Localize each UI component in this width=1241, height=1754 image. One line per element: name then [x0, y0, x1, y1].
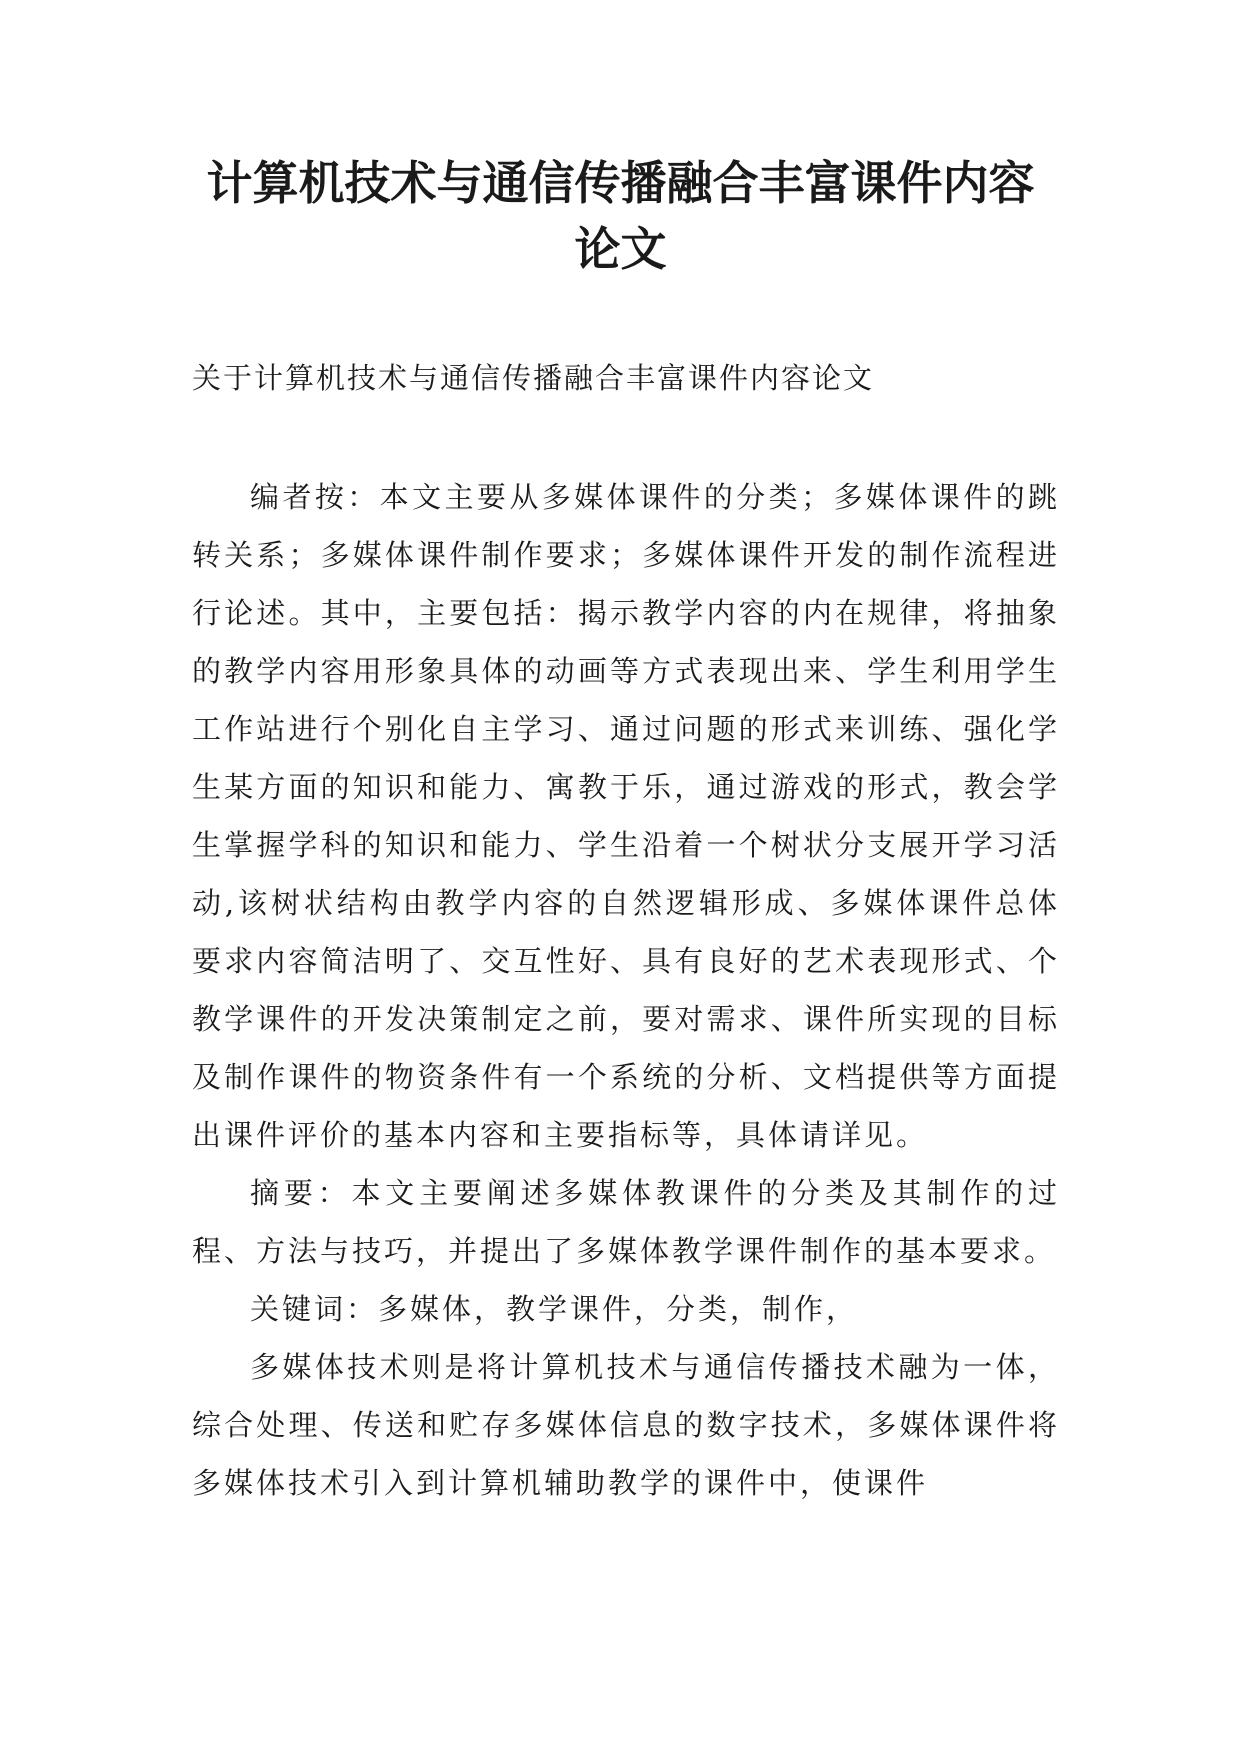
title-line-2: 论文	[574, 222, 667, 276]
document-body	[192, 468, 1060, 1512]
document-subtitle: 关于计算机技术与通信传播融合丰富课件内容论文	[192, 361, 875, 395]
intro-paragraph: 多媒体技术则是将计算机技术与通信传播技术融为一体，综合处理、传送和贮存多媒体信息的数字技术，多媒体课件将多媒体技术引入到计算机辅助教学的课件中，使课件	[192, 1350, 1060, 1500]
document-title	[150, 150, 1091, 282]
keywords-paragraph: 关键词：多媒体，教学课件，分类，制作，	[250, 1292, 859, 1326]
abstract-paragraph: 摘要：本文主要阐述多媒体教课件的分类及其制作的过程、方法与技巧，并提出了多媒体教学课件制作的基本要求。	[192, 1176, 1060, 1268]
title-line-1: 计算机技术与通信传播融合丰富课件内容	[206, 156, 1035, 210]
editor-note-paragraph: 编者按：本文主要从多媒体课件的分类；多媒体课件的跳转关系；多媒体课件制作要求；多媒体课件开发的制作流程进行论述。其中，主要包括：揭示教学内容的内在规律，将抽象的教学内容用形象具体的动画等方式表现出来、学生利用学生工作站进行个别化自主学习、通过问题的形式来训练、强化学生某方面的知识和能力、寓教于乐，通过游戏的形式，教会学生掌握学科的知识和能力、学生沿着一个树状分支展开学习活动,该树状结构由教学内容的自然逻辑形成、多媒体课件总体要求内容简洁明了、交互性好、具有良好的艺术表现形式、个教学课件的开发决策制定之前，要对需求、课件所实现的目标及制作课件的物资条件有一个系统的分析、文档提供等方面提出课件评价的基本内容和主要指标等，具体请详见。	[192, 480, 1060, 1152]
